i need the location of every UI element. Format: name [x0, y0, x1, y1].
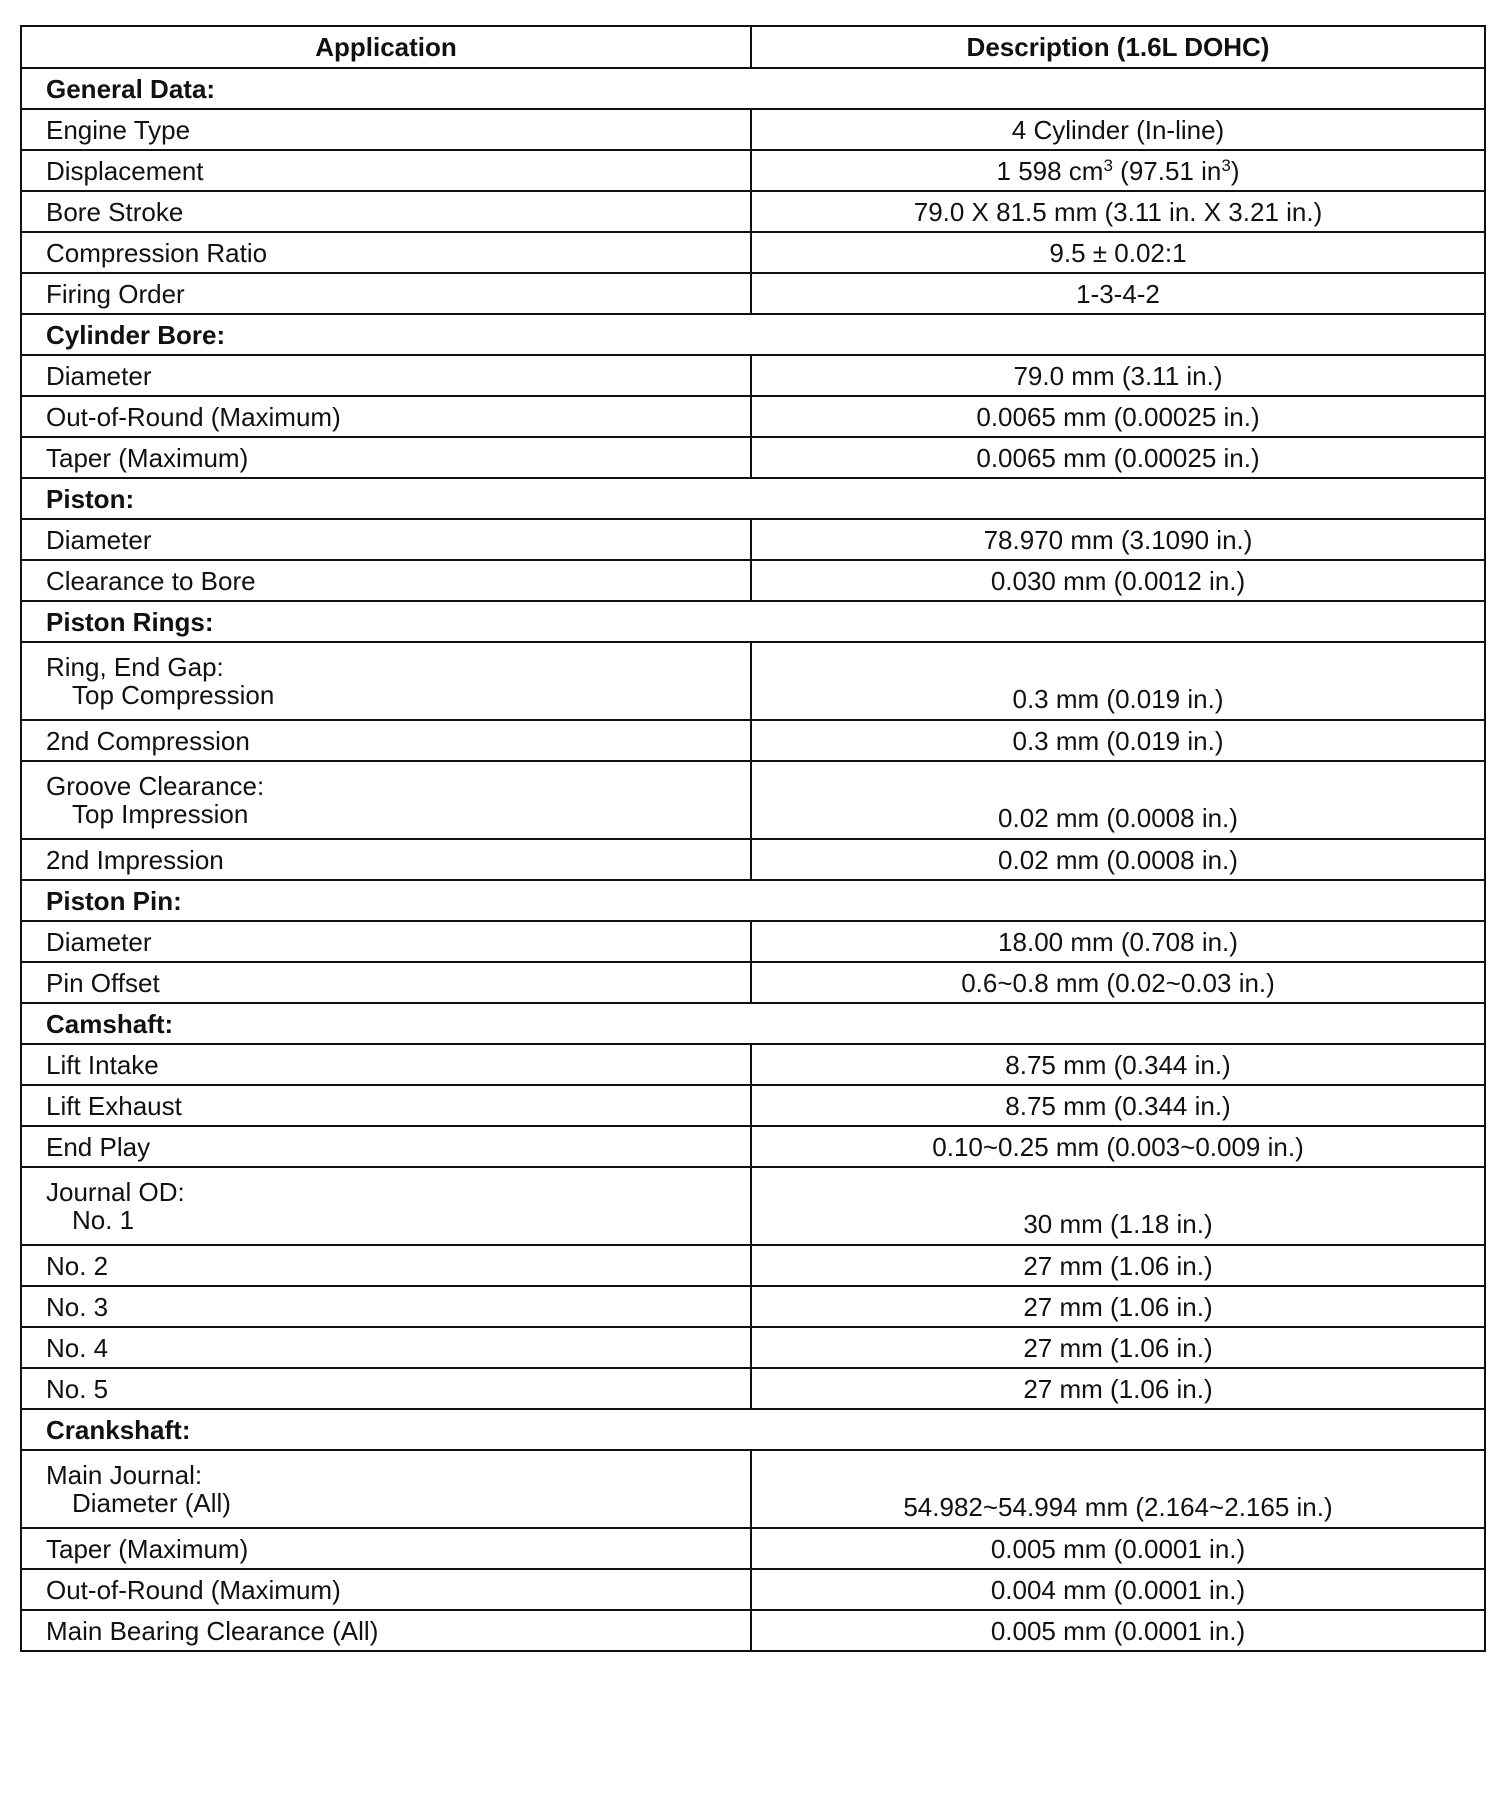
table-row: [21, 437, 1485, 478]
row-label: Taper (Maximum): [21, 437, 751, 478]
row-value: 0.005 mm (0.0001 in.): [751, 1610, 1485, 1651]
row-label: Out-of-Round (Maximum): [21, 1569, 751, 1610]
section-title-piston-rings: Piston Rings:: [21, 601, 1485, 642]
group-label-main-journal: Main Journal:: [46, 1460, 203, 1490]
row-label: Engine Type: [21, 109, 751, 150]
table-row: [21, 396, 1485, 437]
row-label: Compression Ratio: [21, 232, 751, 273]
row-label: Pin Offset: [21, 962, 751, 1003]
row-value: 0.0065 mm (0.00025 in.): [751, 396, 1485, 437]
row-label: Main Bearing Clearance (All): [21, 1610, 751, 1651]
row-label: Diameter: [21, 355, 751, 396]
section-row-camshaft: [21, 1003, 1485, 1044]
table-row: [21, 273, 1485, 314]
table-row: [21, 761, 1485, 839]
table-row: [21, 921, 1485, 962]
row-value: 30 mm (1.18 in.): [751, 1167, 1485, 1245]
table-row: [21, 962, 1485, 1003]
table-row: [21, 1245, 1485, 1286]
table-row: [21, 839, 1485, 880]
description-header: Description (1.6L DOHC): [751, 26, 1485, 68]
table-row: [21, 191, 1485, 232]
row-value: 8.75 mm (0.344 in.): [751, 1085, 1485, 1126]
row-label: Clearance to Bore: [21, 560, 751, 601]
row-value: 79.0 mm (3.11 in.): [751, 355, 1485, 396]
row-value: 0.02 mm (0.0008 in.): [751, 761, 1485, 839]
table-row: [21, 150, 1485, 191]
group-label-journal-od: Journal OD:: [46, 1177, 185, 1207]
table-row: [21, 720, 1485, 761]
table-row: [21, 1368, 1485, 1409]
table-row: [21, 560, 1485, 601]
row-label-group: [21, 642, 751, 720]
table-row: [21, 1126, 1485, 1167]
section-title-piston: Piston:: [21, 478, 1485, 519]
table-row: [21, 519, 1485, 560]
header-row: [21, 26, 1485, 68]
row-label: Lift Exhaust: [21, 1085, 751, 1126]
row-value: 27 mm (1.06 in.): [751, 1368, 1485, 1409]
table-row: [21, 1610, 1485, 1651]
row-label: 2nd Compression: [21, 720, 751, 761]
table-row: [21, 1286, 1485, 1327]
row-value: 78.970 mm (3.1090 in.): [751, 519, 1485, 560]
table-row: [21, 1327, 1485, 1368]
row-label: No. 2: [21, 1245, 751, 1286]
row-label: Diameter (All): [72, 1488, 231, 1518]
row-value: 0.3 mm (0.019 in.): [751, 720, 1485, 761]
row-label: 2nd Impression: [21, 839, 751, 880]
row-label: Bore Stroke: [21, 191, 751, 232]
row-label: Lift Intake: [21, 1044, 751, 1085]
group-label-end-gap: Ring, End Gap:: [46, 652, 224, 682]
table-row: [21, 1044, 1485, 1085]
row-value: 8.75 mm (0.344 in.): [751, 1044, 1485, 1085]
superscript: 3: [1221, 155, 1231, 175]
table-row: [21, 1085, 1485, 1126]
row-label-group: [21, 1450, 751, 1528]
row-value: 27 mm (1.06 in.): [751, 1327, 1485, 1368]
table-row: [21, 1569, 1485, 1610]
table-row: [21, 355, 1485, 396]
row-label: End Play: [21, 1126, 751, 1167]
row-value: 0.02 mm (0.0008 in.): [751, 839, 1485, 880]
table-row: [21, 642, 1485, 720]
section-title-piston-pin: Piston Pin:: [21, 880, 1485, 921]
row-value: 79.0 X 81.5 mm (3.11 in. X 3.21 in.): [751, 191, 1485, 232]
group-label-groove-clearance: Groove Clearance:: [46, 771, 265, 801]
row-label: Taper (Maximum): [21, 1528, 751, 1569]
row-value: 0.004 mm (0.0001 in.): [751, 1569, 1485, 1610]
section-title-cylinder-bore: Cylinder Bore:: [21, 314, 1485, 355]
table-row: [21, 1167, 1485, 1245]
row-label: Top Compression: [72, 680, 275, 710]
table-row: [21, 109, 1485, 150]
section-row-piston: [21, 478, 1485, 519]
section-row-general: [21, 68, 1485, 109]
row-value: [751, 150, 1485, 191]
row-label: Top Impression: [72, 799, 249, 829]
section-row-piston-pin: [21, 880, 1485, 921]
table-row: [21, 1528, 1485, 1569]
row-value: 0.10~0.25 mm (0.003~0.009 in.): [751, 1126, 1485, 1167]
table-row: [21, 232, 1485, 273]
row-label: No. 4: [21, 1327, 751, 1368]
row-label: Firing Order: [21, 273, 751, 314]
row-value: 0.005 mm (0.0001 in.): [751, 1528, 1485, 1569]
row-label-group: [21, 761, 751, 839]
section-row-crankshaft: [21, 1409, 1485, 1450]
row-label: Displacement: [21, 150, 751, 191]
application-header: Application: [21, 26, 751, 68]
row-label: Out-of-Round (Maximum): [21, 396, 751, 437]
row-label-group: [21, 1167, 751, 1245]
row-value: 0.3 mm (0.019 in.): [751, 642, 1485, 720]
row-value: 0.030 mm (0.0012 in.): [751, 560, 1485, 601]
section-row-cylinder-bore: [21, 314, 1485, 355]
section-title-camshaft: Camshaft:: [21, 1003, 1485, 1044]
row-value: 4 Cylinder (In-line): [751, 109, 1485, 150]
row-value: 0.6~0.8 mm (0.02~0.03 in.): [751, 962, 1485, 1003]
row-value: 18.00 mm (0.708 in.): [751, 921, 1485, 962]
row-label: No. 1: [72, 1205, 135, 1235]
value-part: 1 598 cm: [996, 155, 1104, 186]
section-row-piston-rings: [21, 601, 1485, 642]
row-label: No. 3: [21, 1286, 751, 1327]
section-title-general: General Data:: [21, 68, 1485, 109]
row-label: Diameter: [21, 519, 751, 560]
engine-spec-table: [20, 25, 1486, 1652]
section-title-crankshaft: Crankshaft:: [21, 1409, 1485, 1450]
row-value: 0.0065 mm (0.00025 in.): [751, 437, 1485, 478]
row-value: 27 mm (1.06 in.): [751, 1245, 1485, 1286]
row-value: 27 mm (1.06 in.): [751, 1286, 1485, 1327]
value-part: ): [1230, 155, 1240, 186]
row-value: 54.982~54.994 mm (2.164~2.165 in.): [751, 1450, 1485, 1528]
row-label: No. 5: [21, 1368, 751, 1409]
table-row: [21, 1450, 1485, 1528]
value-part: (97.51 in: [1112, 155, 1222, 186]
row-label: Diameter: [21, 921, 751, 962]
row-value: 9.5 ± 0.02:1: [751, 232, 1485, 273]
row-value: 1-3-4-2: [751, 273, 1485, 314]
superscript: 3: [1103, 155, 1113, 175]
